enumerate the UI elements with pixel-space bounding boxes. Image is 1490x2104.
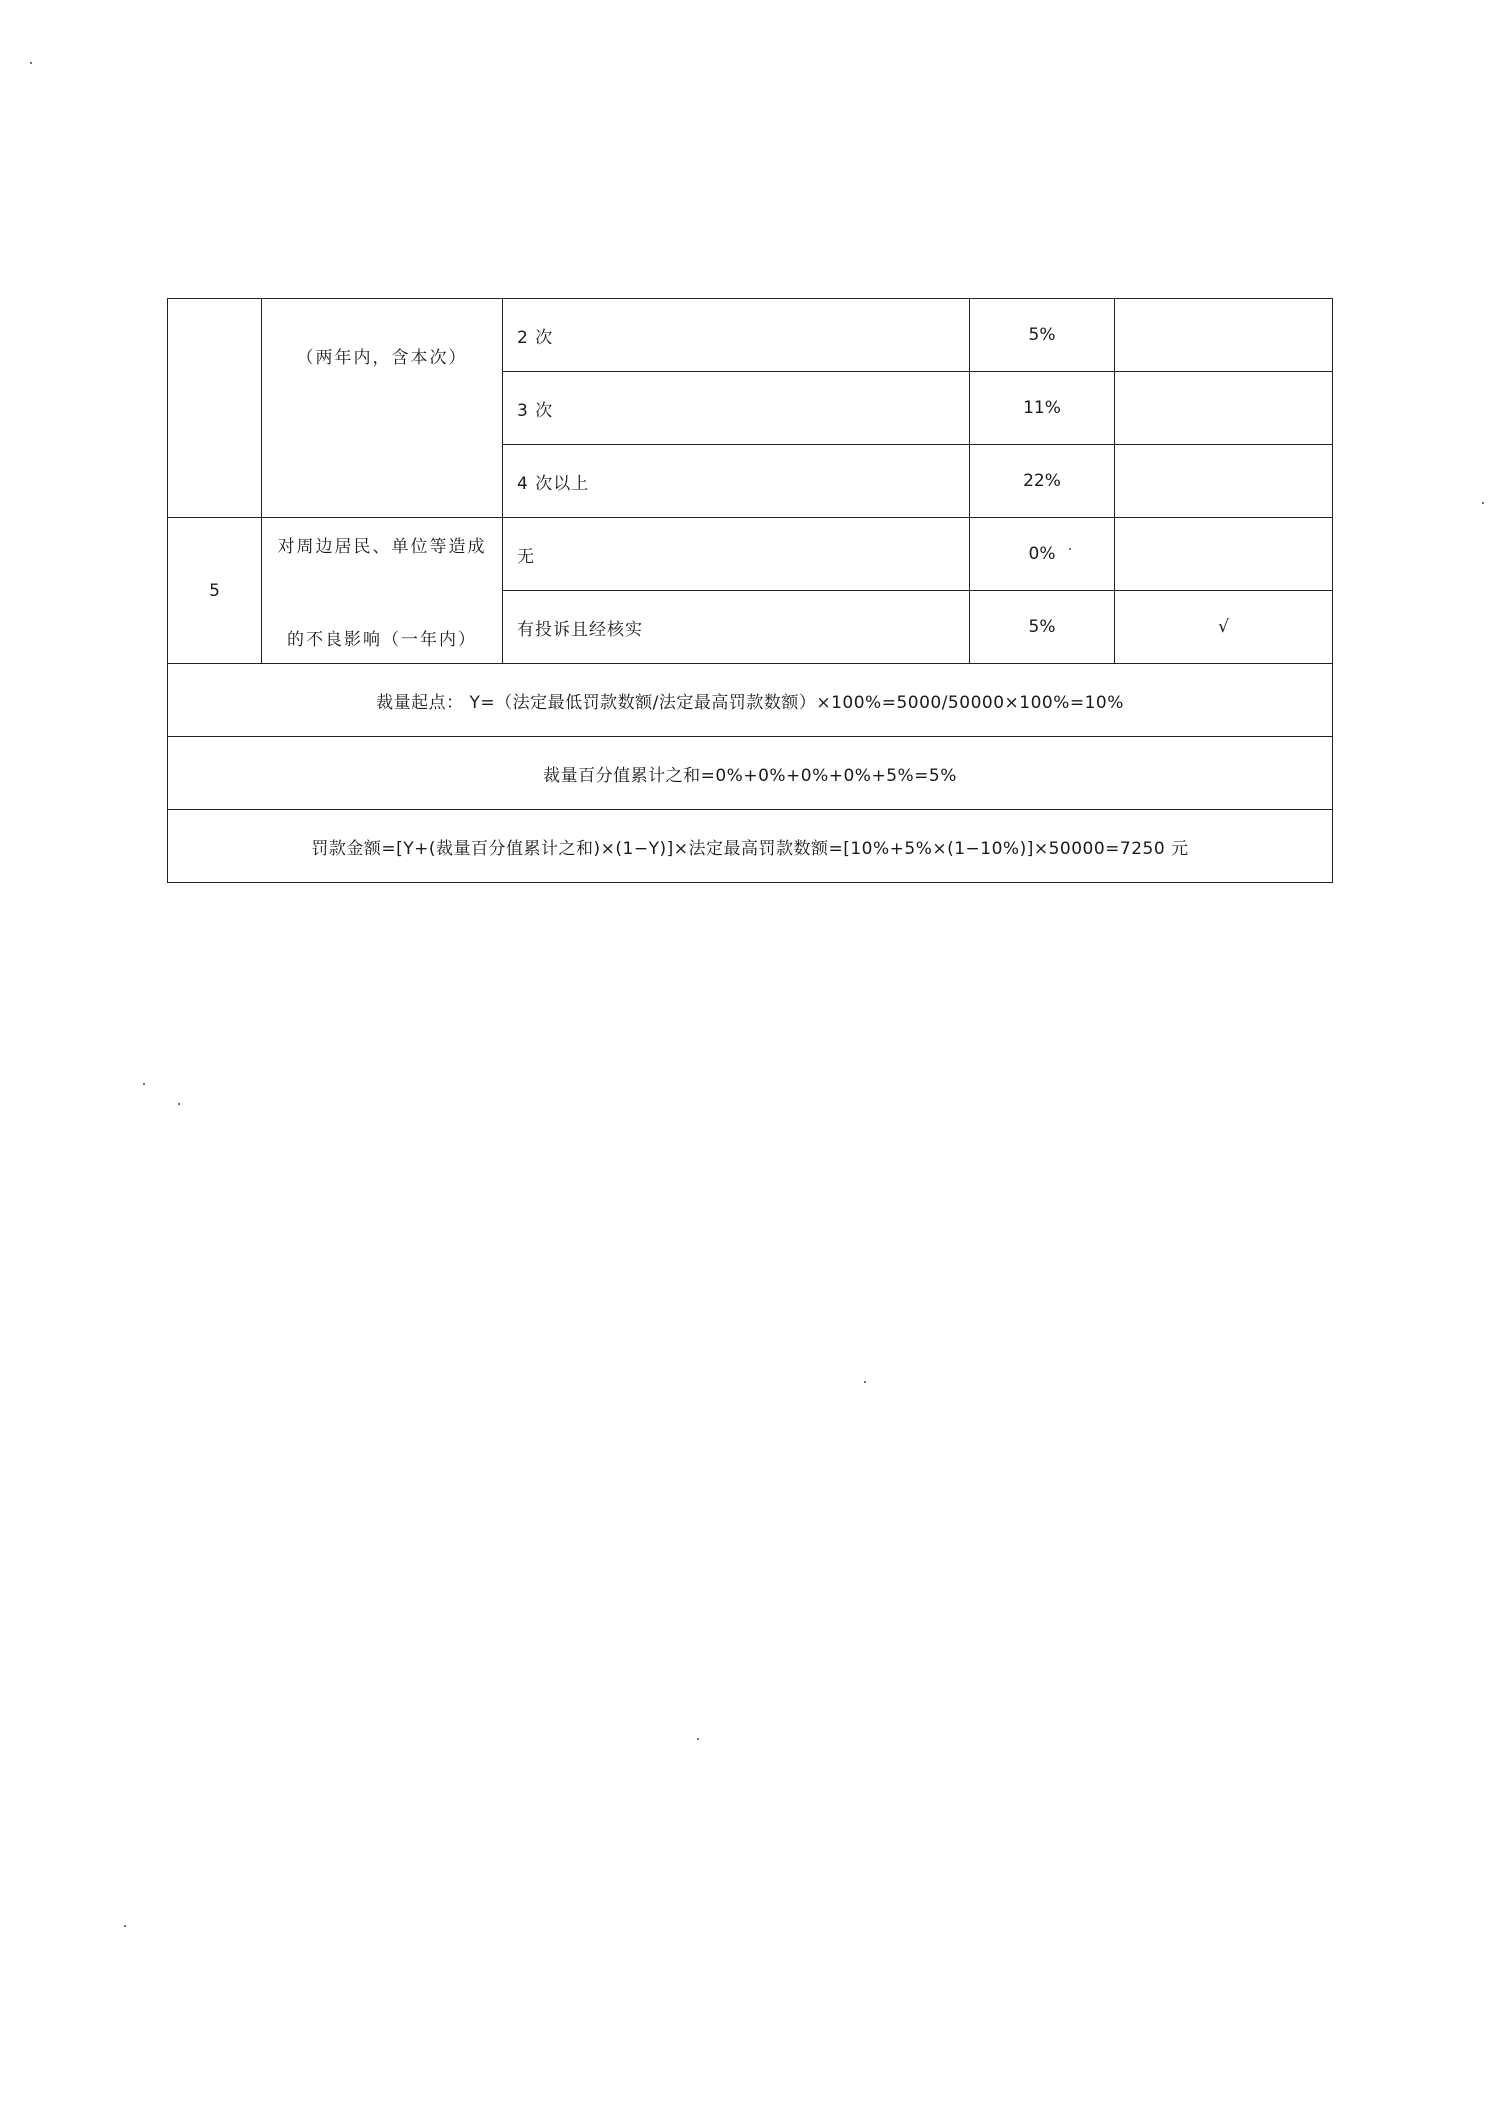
scan-speck	[143, 1083, 145, 1085]
percent-cell: 5%	[970, 299, 1115, 372]
formula-row	[168, 737, 1333, 810]
scan-speck	[697, 1738, 699, 1740]
scan-speck	[1069, 548, 1071, 550]
factor-text-line2: 的不良影响（一年内）	[287, 629, 477, 650]
mark-cell	[1115, 445, 1333, 518]
table-row	[168, 518, 1333, 591]
percent-sum-formula: 裁量百分值累计之和=0%+0%+0%+0%+5%=5%	[168, 737, 1333, 810]
scan-speck	[30, 62, 32, 64]
percent-cell: 11%	[970, 372, 1115, 445]
option-cell: 2 次	[503, 299, 970, 372]
percent-cell: 22%	[970, 445, 1115, 518]
option-cell: 3 次	[503, 372, 970, 445]
mark-cell	[1115, 372, 1333, 445]
scan-speck	[178, 1103, 180, 1105]
item-number-cell	[168, 299, 262, 518]
option-cell: 无	[503, 518, 970, 591]
checkmark-cell: √	[1115, 591, 1333, 664]
item-number-cell: 5	[168, 518, 262, 664]
formula-row	[168, 664, 1333, 737]
mark-cell	[1115, 299, 1333, 372]
scan-speck	[864, 1381, 866, 1383]
table-row	[168, 299, 1333, 372]
percent-cell: 0%	[970, 518, 1115, 591]
factor-cell	[262, 299, 503, 518]
formula-row	[168, 810, 1333, 883]
factor-text: （两年内，含本次）	[296, 348, 468, 368]
factor-cell	[262, 518, 503, 664]
scan-speck	[124, 1925, 126, 1927]
penalty-discretion-table	[167, 298, 1333, 883]
scan-speck	[1482, 502, 1484, 504]
option-cell: 有投诉且经核实	[503, 591, 970, 664]
percent-cell: 5%	[970, 591, 1115, 664]
factor-text-line1: 对周边居民、单位等造成	[277, 536, 487, 557]
start-point-formula: 裁量起点： Y=（法定最低罚款数额/法定最高罚款数额）×100%=5000/50000×100%=10%	[168, 664, 1333, 737]
option-cell: 4 次以上	[503, 445, 970, 518]
mark-cell	[1115, 518, 1333, 591]
fine-amount-formula: 罚款金额=[Y+(裁量百分值累计之和)×(1−Y)]×法定最高罚款数额=[10%+5%×(1−10%)]×50000=7250 元	[168, 810, 1333, 883]
